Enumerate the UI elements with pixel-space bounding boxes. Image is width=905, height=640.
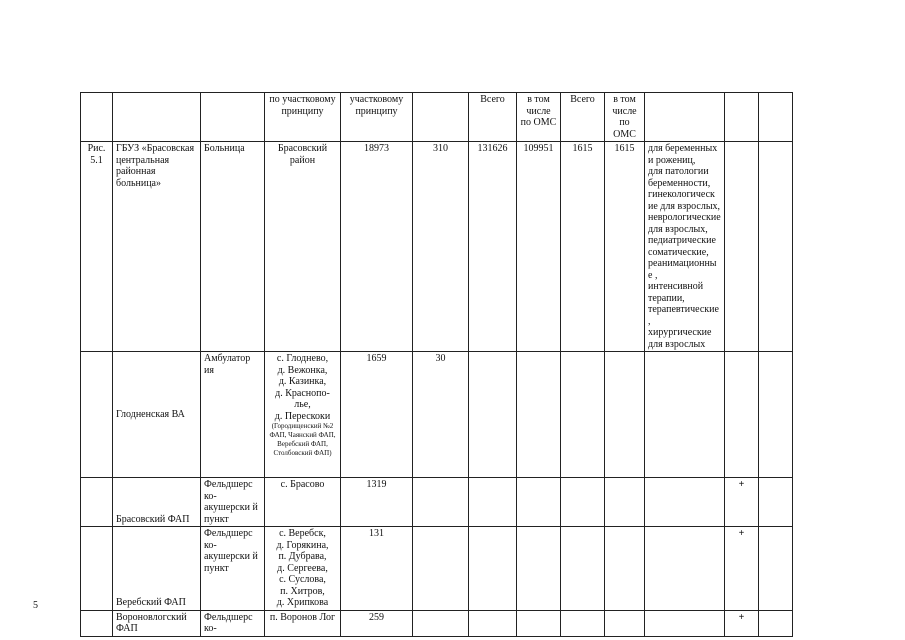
row-cell-empty [759, 527, 793, 611]
row-cell-empty [413, 478, 469, 527]
header-cell-empty [81, 93, 113, 142]
row-cell-empty [605, 478, 645, 527]
bed-profile: гинекологическ ие для взрослых, [648, 189, 721, 212]
row-name: Вороновлогский ФАП [113, 610, 201, 636]
row-type: Фельдшерс ко- [201, 610, 265, 636]
territory-line: д. Хрипкова [276, 597, 329, 608]
row-territory: Брасовский район [265, 142, 341, 352]
row-cell-empty [645, 478, 725, 527]
bed-profile: терапевтические , [648, 304, 719, 327]
row-name: Глодненская ВА [113, 352, 201, 478]
row-cell-empty [469, 610, 517, 636]
row-cell-empty [413, 527, 469, 611]
row-cell-empty [517, 478, 561, 527]
header-cell-empty [645, 93, 725, 142]
row-cell-empty [517, 352, 561, 478]
row-type: Фельдшерс ко- акушерски й пункт [201, 478, 265, 527]
header-beds-oms: в том числе по ОМС [517, 93, 561, 142]
page-number: 5 [33, 600, 38, 611]
table-row [81, 142, 793, 352]
bed-profile: интенсивной терапии, [648, 281, 704, 304]
row-bed-profiles [645, 142, 725, 352]
table-row [81, 610, 793, 636]
row-type: Амбулатор ия [201, 352, 265, 478]
territory-line: п. Хитров, [280, 585, 325, 597]
row-cell-empty [605, 352, 645, 478]
row-territory [265, 352, 341, 478]
row-cell-empty [645, 610, 725, 636]
territory-line: с. Веребск, [279, 528, 326, 539]
row-cell-empty [725, 142, 759, 352]
table-row [81, 527, 793, 611]
bed-profile: хирургические для взрослых [648, 327, 712, 350]
bed-profile: неврологические для взрослых, [648, 212, 721, 235]
row-cell-empty [561, 478, 605, 527]
row-type: Фельдшерс ко- акушерски й пункт [201, 527, 265, 611]
row-cell-empty [759, 478, 793, 527]
row-cell-empty [81, 478, 113, 527]
row-cell-empty [469, 527, 517, 611]
territory-note: (Городищенский №2 ФАП, Чаянский ФАП, Веребский ФАП, Столбовский ФАП) [269, 422, 336, 457]
row-cell-empty [413, 610, 469, 636]
header-territory-a: по участковому принципу [265, 93, 341, 142]
row-cell-empty [605, 610, 645, 636]
row-name: Брасовский ФАП [113, 478, 201, 527]
row-cell-empty [517, 610, 561, 636]
row-ref: Рис. 5.1 [81, 142, 113, 352]
row-plus-mark: + [725, 610, 759, 636]
header-beds-oms-2: в том числе по ОМС [605, 93, 645, 142]
header-territory-b: участковому принципу [341, 93, 413, 142]
bed-profile: для патологии беременности, [648, 166, 711, 189]
row-beds-total: 131626 [469, 142, 517, 352]
row-cell-empty [561, 610, 605, 636]
row-cell-empty [561, 527, 605, 611]
header-beds-total: Всего [469, 93, 517, 142]
row-cell-empty [725, 352, 759, 478]
row-cell-empty [645, 352, 725, 478]
row-beds-total-2: 1615 [561, 142, 605, 352]
territory-line: д. Вежонка, [277, 364, 328, 376]
bed-profile: для беременных и рожениц, [648, 143, 718, 166]
table-row [81, 478, 793, 527]
territory-line: лье, [294, 399, 311, 410]
header-cell-empty [201, 93, 265, 142]
row-name: ГБУЗ «Брасовская центральная районная больница» [113, 142, 201, 352]
territory-line: п. Дубрава, [278, 551, 327, 562]
table-row [81, 352, 793, 478]
row-beds-oms-2: 1615 [605, 142, 645, 352]
row-territory: с. Брасово [265, 478, 341, 527]
row-cell-empty [469, 478, 517, 527]
territory-line: д. Казинка, [278, 376, 327, 387]
row-cell-empty [759, 142, 793, 352]
row-population: 18973 [341, 142, 413, 352]
row-visits: 30 [413, 352, 469, 478]
bed-profile: реанимационны е , [648, 258, 717, 281]
bed-profile: педиатрические соматические, [648, 235, 716, 258]
table-header-row [81, 93, 793, 142]
header-cell-empty [413, 93, 469, 142]
row-cell-empty [759, 610, 793, 636]
row-plus-mark: + [725, 527, 759, 611]
row-name: Веребский ФАП [113, 527, 201, 611]
row-beds-oms: 109951 [517, 142, 561, 352]
row-cell-empty [81, 352, 113, 478]
row-plus-mark: + [725, 478, 759, 527]
territory-line: д. Горякина, [276, 539, 329, 551]
row-cell-empty [645, 527, 725, 611]
territory-line: с. Суслова, [279, 574, 326, 585]
row-population: 1659 [341, 352, 413, 478]
registry-table [80, 92, 793, 637]
row-cell-empty [561, 352, 605, 478]
row-cell-empty [469, 352, 517, 478]
header-cell-empty [113, 93, 201, 142]
row-type: Больница [201, 142, 265, 352]
territory-line: д. Перескоки [274, 410, 331, 422]
territory-line: д. Краснопо- [275, 387, 330, 399]
row-cell-empty [81, 527, 113, 611]
row-cell-empty [81, 610, 113, 636]
row-territory [265, 527, 341, 611]
row-population: 131 [341, 527, 413, 611]
territory-line: с. Глоднево, [276, 353, 329, 364]
row-cell-empty [605, 527, 645, 611]
row-population: 259 [341, 610, 413, 636]
row-cell-empty [759, 352, 793, 478]
header-cell-empty [725, 93, 759, 142]
header-beds-total-2: Всего [561, 93, 605, 142]
row-territory: п. Воронов Лог [265, 610, 341, 636]
territory-line: д. Сергеева, [277, 562, 328, 574]
row-population: 1319 [341, 478, 413, 527]
header-cell-empty [759, 93, 793, 142]
row-visits: 310 [413, 142, 469, 352]
row-cell-empty [517, 527, 561, 611]
